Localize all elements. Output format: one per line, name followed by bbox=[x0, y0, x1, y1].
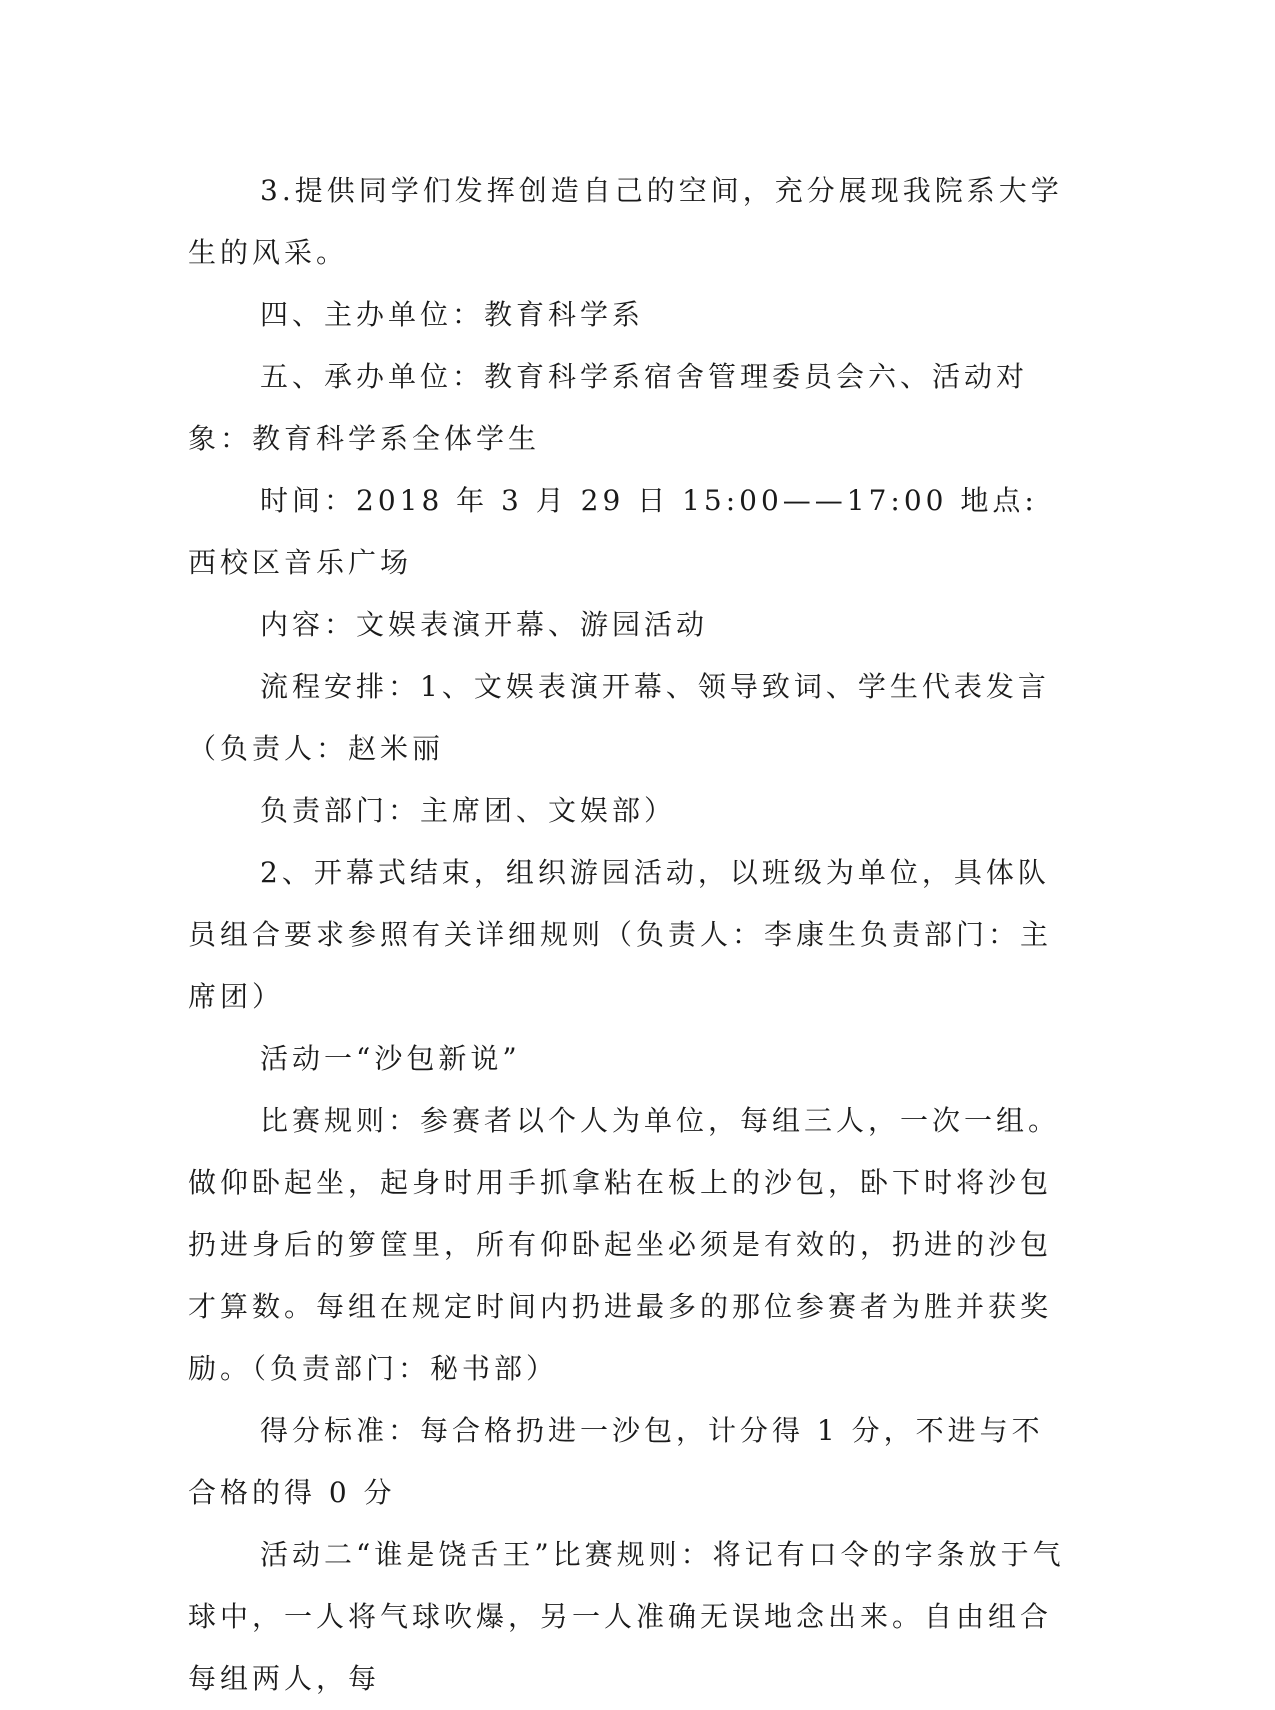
paragraph-time-location: 时间：2018 年 3 月 29 日 15:00——17:00 地点:西校区音乐广场 bbox=[188, 484, 1038, 579]
paragraph-organizer: 四、主办单位：教育科学系 bbox=[260, 298, 645, 331]
paragraph-host-and-audience: 五、承办单位：教育科学系宿舍管理委员会六、活动对象：教育科学系全体学生 bbox=[188, 360, 1029, 455]
paragraph-schedule-1: 流程安排：1、文娱表演开幕、领导致词、学生代表发言（负责人：赵米丽 bbox=[188, 670, 1050, 765]
paragraph-content: 内容：文娱表演开幕、游园活动 bbox=[260, 608, 709, 641]
document-body bbox=[188, 160, 1068, 1710]
paragraph-purpose-3: 3.提供同学们发挥创造自己的空间，充分展现我院系大学生的风采。 bbox=[188, 174, 1063, 269]
paragraph-activity-1-scoring: 得分标准：每合格扔进一沙包，计分得 1 分，不进与不合格的得 0 分 bbox=[188, 1414, 1044, 1509]
paragraph-activity-1-title: 活动一“沙包新说” bbox=[260, 1042, 521, 1075]
paragraph-activity-1-rules: 比赛规则：参赛者以个人为单位，每组三人，一次一组。做仰卧起坐，起身时用手抓拿粘在板上的沙包，卧下时将沙包扔进身后的箩筐里，所有仰卧起坐必须是有效的，扔进的沙包才算数。每组在规定时间内扔进最多的那位参赛者为胜并获奖励。（负责部门：秘书部） bbox=[188, 1104, 1061, 1385]
paragraph-schedule-1-dept: 负责部门：主席团、文娱部） bbox=[260, 794, 677, 827]
paragraph-activity-2: 活动二“谁是饶舌王”比赛规则：将记有口令的字条放于气球中，一人将气球吹爆，另一人准确无误地念出来。自由组合每组两人，每 bbox=[188, 1538, 1065, 1695]
paragraph-schedule-2: 2、开幕式结束，组织游园活动，以班级为单位，具体队员组合要求参照有关详细规则（负责人：李康生负责部门：主席团） bbox=[188, 856, 1053, 1013]
